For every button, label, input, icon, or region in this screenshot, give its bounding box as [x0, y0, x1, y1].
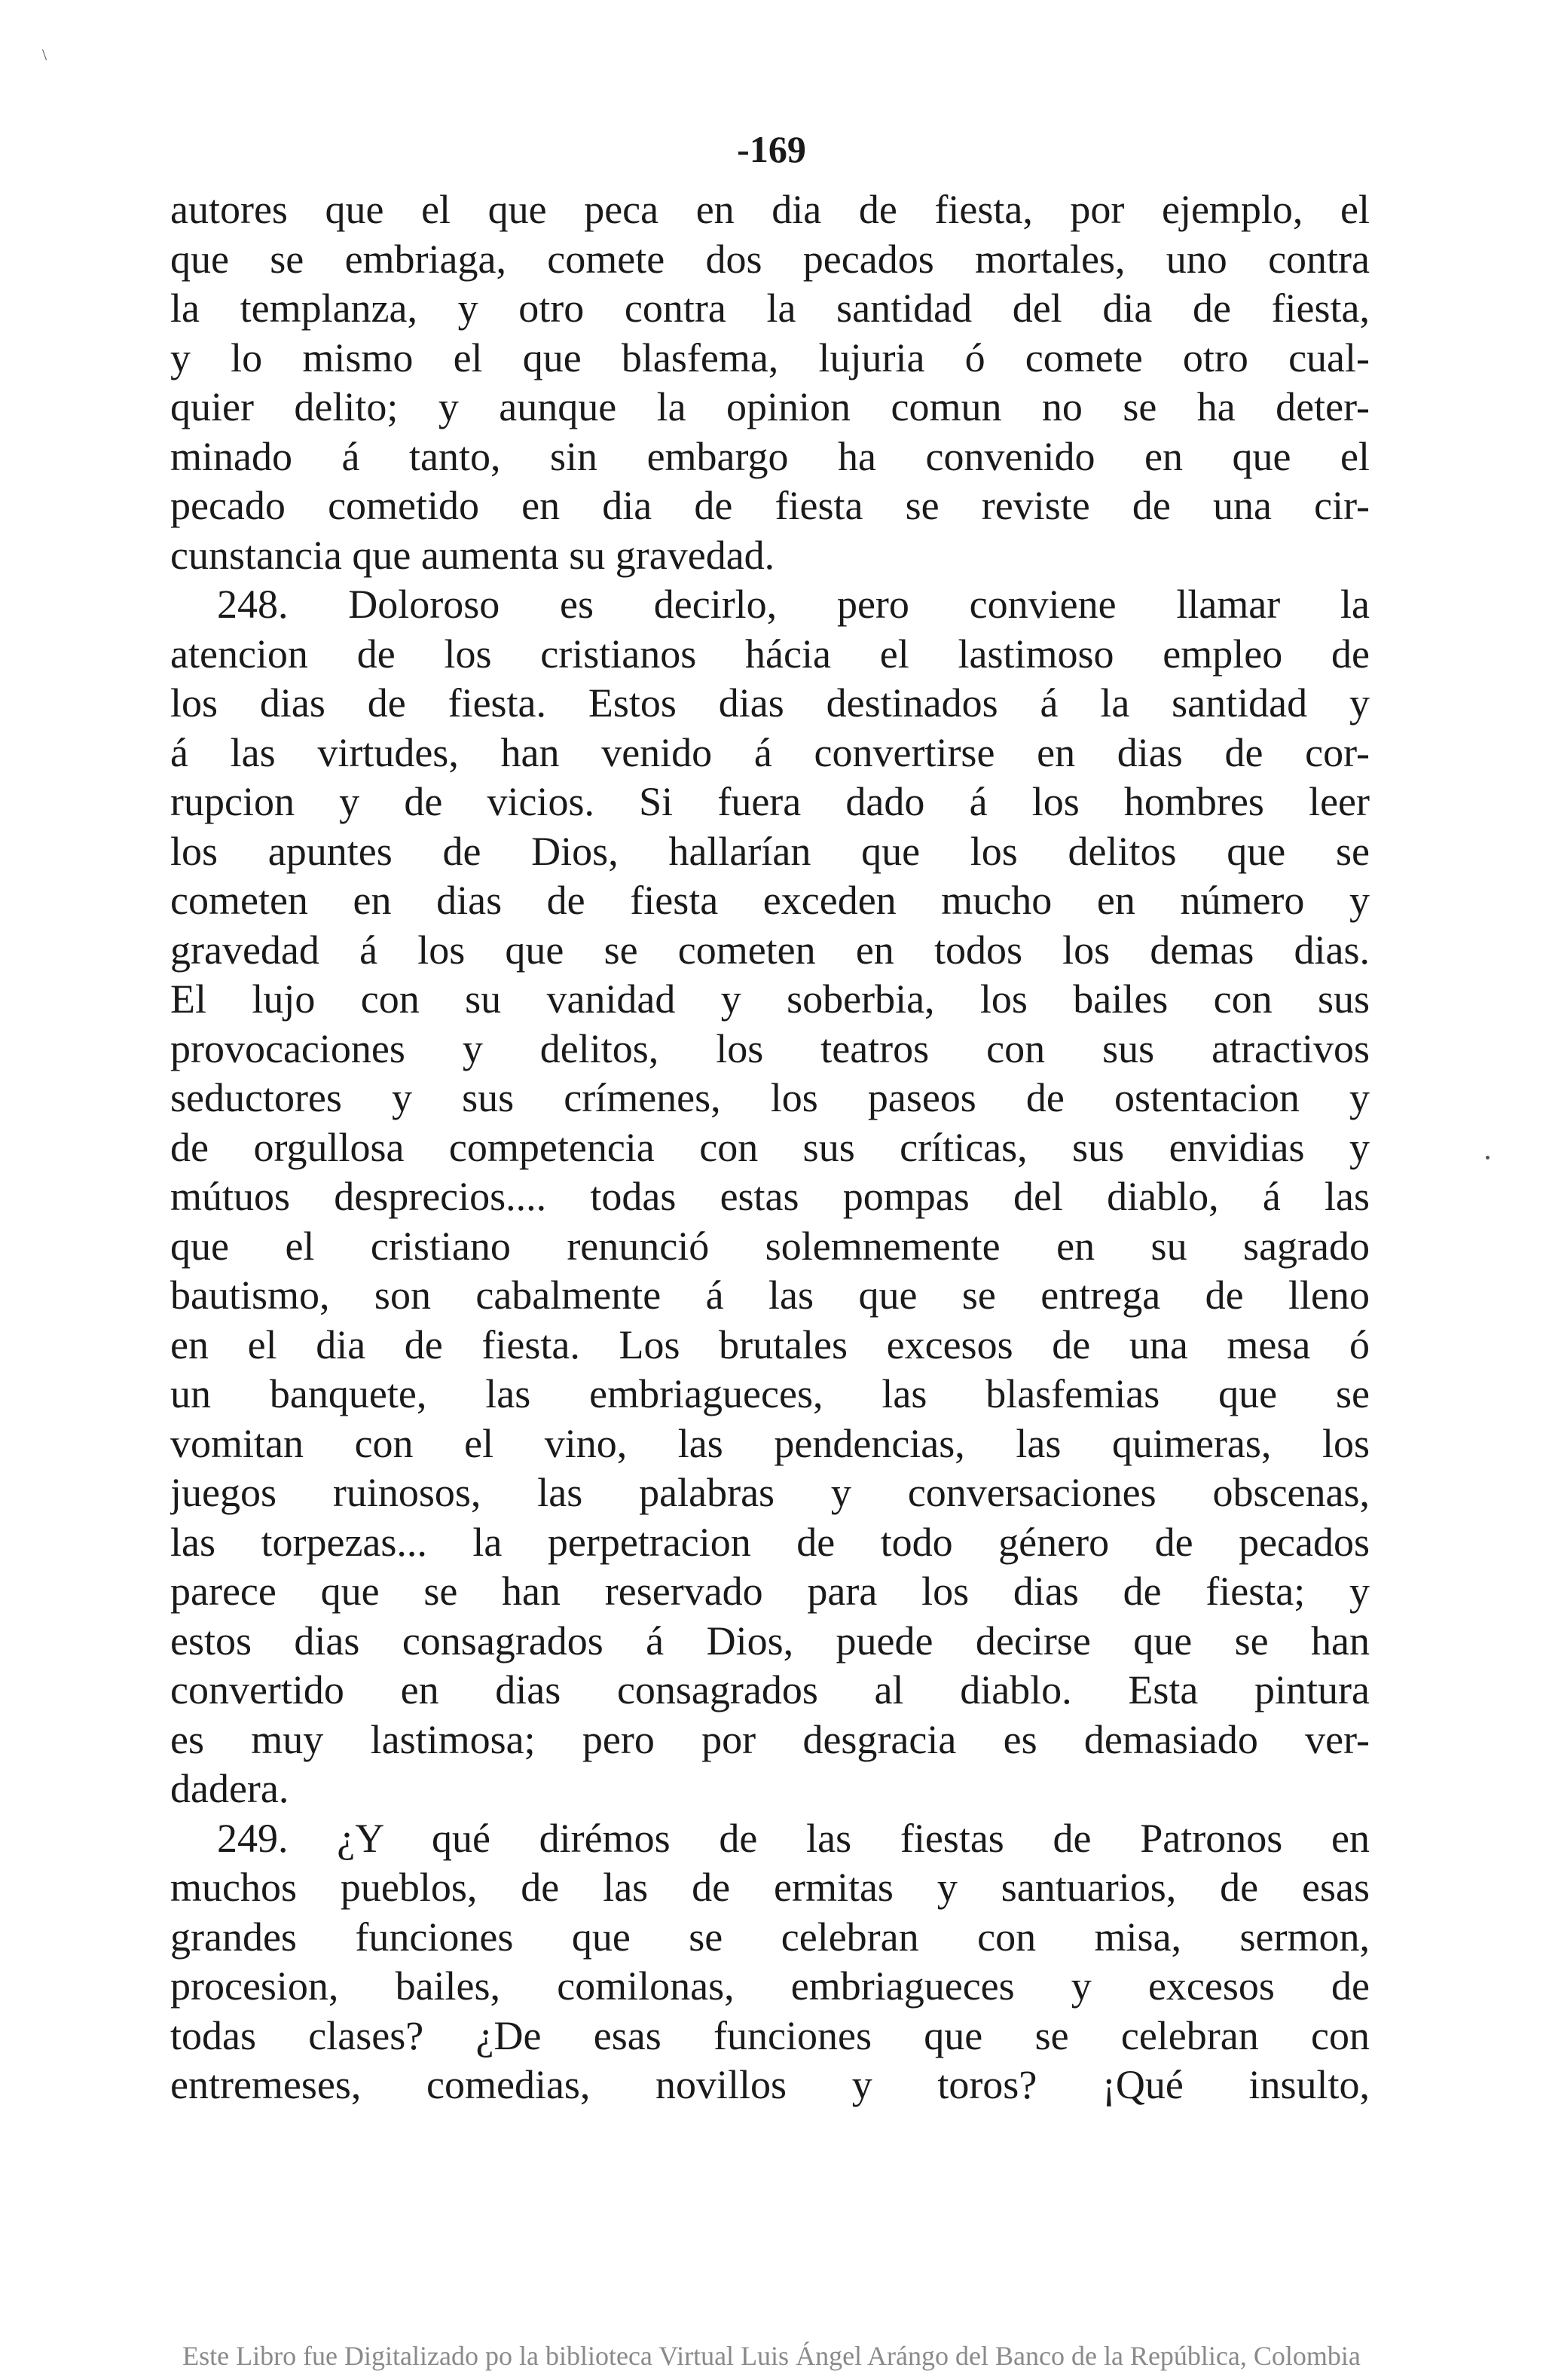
- page-body-text: [170, 185, 1370, 2110]
- text-line: atencion de los cristianos hácia el lastimoso empleo de: [170, 631, 1370, 677]
- text-line: provocaciones y delitos, los teatros con sus atractivos: [170, 1025, 1370, 1071]
- page-number: -169: [737, 128, 806, 170]
- scan-speck: \: [42, 45, 47, 64]
- text-line: los dias de fiesta. Estos dias destinados á la santidad y: [170, 680, 1370, 726]
- text-line: muchos pueblos, de las de ermitas y santuarios, de esas: [170, 1865, 1370, 1910]
- text-line: que se embriaga, comete dos pecados mortales, uno contra: [170, 236, 1370, 282]
- text-line: procesion, bailes, comilonas, embriagueces y excesos de: [170, 1963, 1370, 2009]
- text-line: dadera.: [170, 1766, 289, 1811]
- scan-dot: [1486, 1156, 1490, 1159]
- text-line: vomitan con el vino, las pendencias, las quimeras, los: [170, 1420, 1370, 1466]
- text-line: juegos ruinosos, las palabras y conversaciones obscenas,: [170, 1470, 1370, 1515]
- text-line: y lo mismo el que blasfema, lujuria ó comete otro cual-: [170, 335, 1370, 380]
- text-line: cometen en dias de fiesta exceden mucho en número y: [170, 878, 1370, 923]
- digitization-footer: Este Libro fue Digitalizado po la biblioteca Virtual Luis Ángel Arángo del Banco de la República, Colombia: [182, 2341, 1361, 2371]
- text-line: cunstancia que aumenta su gravedad.: [170, 532, 775, 578]
- text-line: pecado cometido en dia de fiesta se reviste de una cir-: [170, 483, 1370, 528]
- text-line: estos dias consagrados á Dios, puede decirse que se han: [170, 1618, 1370, 1664]
- text-line: El lujo con su vanidad y soberbia, los bailes con sus: [170, 976, 1370, 1022]
- text-line: un banquete, las embriagueces, las blasfemias que se: [170, 1371, 1370, 1416]
- text-line: seductores y sus crímenes, los paseos de ostentacion y: [170, 1075, 1370, 1120]
- text-line: bautismo, son cabalmente á las que se entrega de lleno: [170, 1272, 1370, 1318]
- text-line: quier delito; y aunque la opinion comun no se ha deter-: [170, 384, 1370, 429]
- text-line: autores que el que peca en dia de fiesta, por ejemplo, el: [170, 187, 1370, 232]
- text-line: la templanza, y otro contra la santidad del dia de fiesta,: [170, 286, 1370, 331]
- text-line: mútuos desprecios.... todas estas pompas del diablo, á las: [170, 1174, 1370, 1219]
- text-line: 249. ¿Y qué dirémos de las fiestas de Patronos en: [217, 1815, 1370, 1861]
- text-line: es muy lastimosa; pero por desgracia es demasiado ver-: [170, 1716, 1370, 1762]
- text-line: 248. Doloroso es decirlo, pero conviene llamar la: [217, 582, 1370, 627]
- text-line: que el cristiano renunció solemnemente en su sagrado: [170, 1223, 1370, 1269]
- text-line: todas clases? ¿De esas funciones que se celebran con: [170, 2012, 1370, 2058]
- text-line: de orgullosa competencia con sus críticas, sus envidias y: [170, 1124, 1370, 1170]
- text-line: parece que se han reservado para los dias de fiesta; y: [170, 1569, 1370, 1614]
- text-line: las torpezas... la perpetracion de todo género de pecados: [170, 1519, 1370, 1565]
- text-line: entremeses, comedias, novillos y toros? ¡Qué insulto,: [170, 2062, 1370, 2107]
- text-line: rupcion y de vicios. Si fuera dado á los hombres leer: [170, 779, 1370, 824]
- text-line: á las virtudes, han venido á convertirse en dias de cor-: [170, 729, 1370, 775]
- text-line: minado á tanto, sin embargo ha convenido en que el: [170, 433, 1370, 479]
- text-line: gravedad á los que se cometen en todos los demas dias.: [170, 927, 1370, 973]
- text-line: convertido en dias consagrados al diablo. Esta pintura: [170, 1667, 1370, 1712]
- text-line: los apuntes de Dios, hallarían que los delitos que se: [170, 828, 1370, 874]
- text-line: en el dia de fiesta. Los brutales excesos de una mesa ó: [170, 1321, 1370, 1367]
- text-line: grandes funciones que se celebran con misa, sermon,: [170, 1914, 1370, 1960]
